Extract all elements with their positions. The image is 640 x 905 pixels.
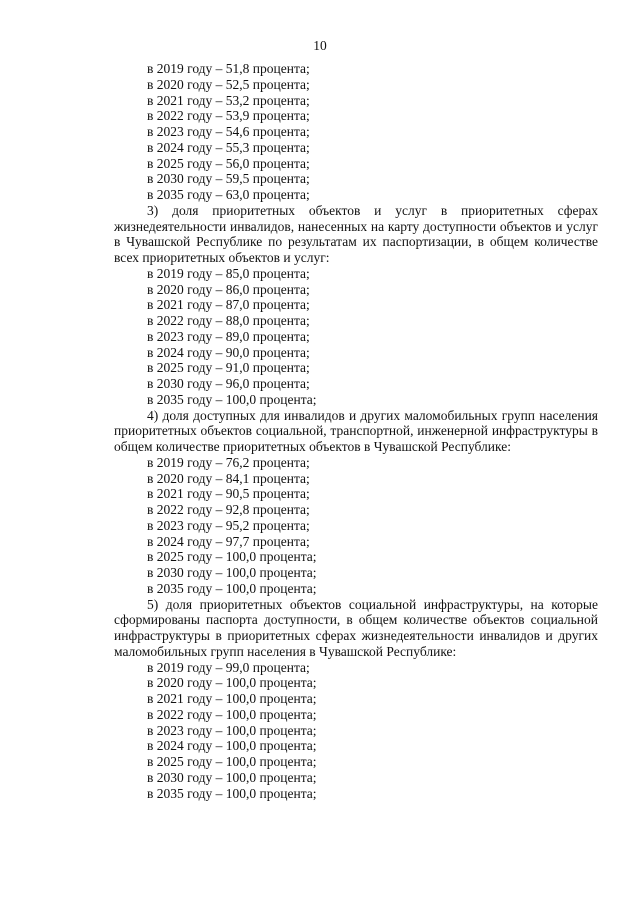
section-indicator-4 bbox=[114, 408, 598, 597]
list-item: в 2023 году – 54,6 процента; bbox=[147, 124, 310, 139]
list-item: в 2024 году – 90,0 процента; bbox=[147, 344, 310, 360]
list-item: в 2035 году – 100,0 процента; bbox=[147, 580, 317, 596]
list-item: в 2021 году – 87,0 процента; bbox=[147, 297, 310, 313]
list-item: в 2020 году – 52,5 процента; bbox=[147, 76, 310, 92]
section-indicator-2 bbox=[114, 61, 598, 203]
list-item: в 2025 году – 100,0 процента; bbox=[147, 549, 317, 565]
indicator-description bbox=[114, 597, 598, 660]
indicator-description bbox=[114, 203, 598, 266]
list-item: в 2030 году – 96,0 процента; bbox=[147, 376, 310, 391]
list-item: в 2035 году – 100,0 процента; bbox=[147, 785, 317, 801]
indicator-description-text: 3) доля приоритетных объектов и услуг в приоритетных сферах жизнедеятельности инвалидов, нанесенных на карту доступности объектов и услуг в Чувашской Республике по результатам их паспортизации, в общем количестве всех приоритетных объектов и услуг: bbox=[114, 202, 598, 265]
list-item: в 2022 году – 88,0 процента; bbox=[147, 313, 310, 328]
indicator-description-text: 4) доля доступных для инвалидов и других маломобильных групп населения приоритетных объектов социальной, транспортной, инженерной инфраструктуры в общем количестве приоритетных объектов в Чувашской Республике: bbox=[114, 407, 598, 454]
list-item: в 2022 году – 92,8 процента; bbox=[147, 502, 310, 517]
list-item: в 2024 году – 55,3 процента; bbox=[147, 139, 310, 155]
list-item: в 2030 году – 100,0 процента; bbox=[147, 565, 317, 580]
list-item: в 2023 году – 95,2 процента; bbox=[147, 517, 310, 533]
list-item: в 2023 году – 100,0 процента; bbox=[147, 722, 317, 738]
list-item: в 2020 году – 84,1 процента; bbox=[147, 470, 310, 486]
list-item: в 2019 году – 85,0 процента; bbox=[147, 265, 310, 281]
list-item: в 2035 году – 63,0 процента; bbox=[147, 187, 310, 202]
list-item: в 2024 году – 97,7 процента; bbox=[147, 533, 310, 549]
list-item: в 2021 году – 90,5 процента; bbox=[147, 486, 310, 502]
section-indicator-5 bbox=[114, 597, 598, 802]
page-number: 10 bbox=[313, 38, 327, 53]
list-item: в 2025 году – 100,0 процента; bbox=[147, 754, 317, 769]
list-item: в 2019 году – 76,2 процента; bbox=[147, 454, 310, 470]
section-indicator-3 bbox=[114, 203, 598, 408]
list-item: в 2021 году – 100,0 процента; bbox=[147, 691, 317, 706]
list-item: в 2019 году – 99,0 процента; bbox=[147, 659, 310, 675]
indicator-description-text: 5) доля приоритетных объектов социальной инфраструктуры, на которые сформированы паспорта доступности, в общем количестве объектов социальной инфраструктуры в приоритетных сферах жизнедеятельности инвалидов и других маломобильных групп населения в Чувашской Республике: bbox=[114, 596, 598, 659]
list-item: в 2022 году – 53,9 процента; bbox=[147, 108, 310, 124]
list-item: в 2030 году – 59,5 процента; bbox=[147, 171, 310, 187]
list-item: в 2019 году – 51,8 процента; bbox=[147, 61, 310, 76]
list-item: в 2035 году – 100,0 процента; bbox=[147, 391, 317, 407]
list-item: в 2030 году – 100,0 процента; bbox=[147, 769, 317, 785]
list-item: в 2021 году – 53,2 процента; bbox=[147, 92, 310, 108]
list-item: в 2020 году – 86,0 процента; bbox=[147, 281, 310, 297]
list-item: в 2024 году – 100,0 процента; bbox=[147, 738, 317, 754]
document-body bbox=[114, 61, 598, 801]
list-item: в 2025 году – 91,0 процента; bbox=[147, 360, 310, 376]
list-item: в 2023 году – 89,0 процента; bbox=[147, 328, 310, 344]
list-item: в 2022 году – 100,0 процента; bbox=[147, 706, 317, 722]
list-item: в 2025 году – 56,0 процента; bbox=[147, 155, 310, 171]
list-item: в 2020 году – 100,0 процента; bbox=[147, 675, 317, 691]
indicator-description bbox=[114, 408, 598, 455]
